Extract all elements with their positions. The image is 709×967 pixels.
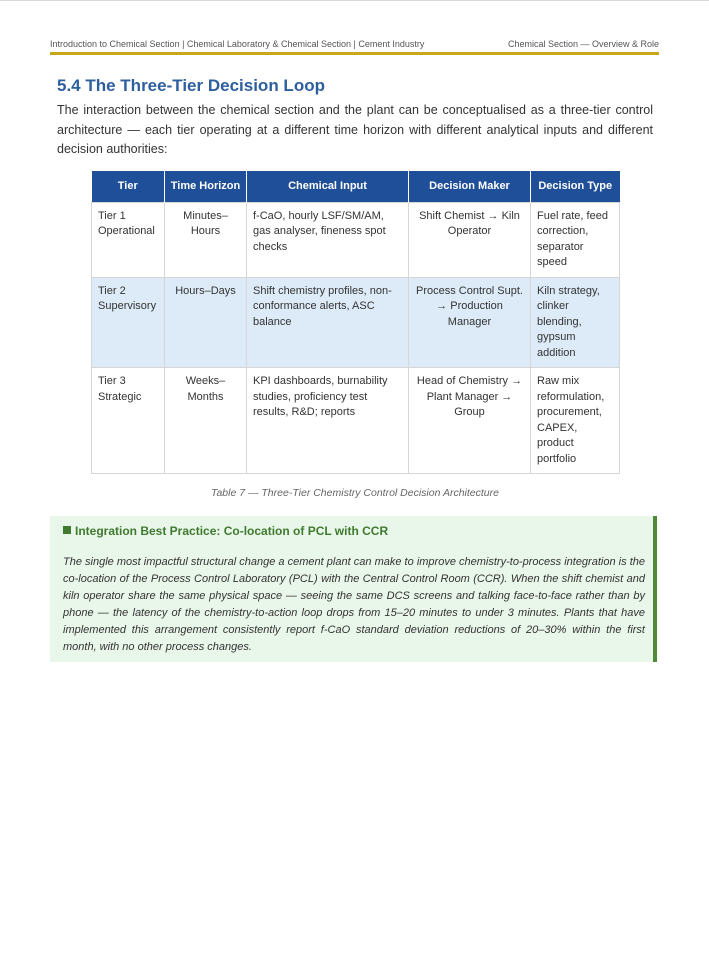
column-header-decision-type: Decision Type: [531, 171, 620, 202]
header-rule: [50, 52, 659, 55]
callout-body: The single most impactful structural change a cement plant can make to improve chemistry-to-process integration is the co-location of the Process Control Laboratory (PCL) with the Central Control Room (CCR). When the shift chemist and kiln operator share the same physical space — seeing the same DCS screens and talking face-to-face rather than by phone — the latency of the chemistry-to-action loop drops from 15–20 minutes to under 3 minutes. Plants that have implemented this arrangement consistently report f-CaO standard deviation reductions of 20–30% within the first month, with no other process changes.: [63, 556, 645, 653]
cell-decision-type: Fuel rate, feed correction, separator speed: [531, 202, 620, 277]
column-header-chemical-input: Chemical Input: [247, 171, 409, 202]
section-intro: The interaction between the chemical section and the plant can be conceptualised as a three-tier control architecture — each tier operating at a different time horizon with different analytical inputs and different decision authorities:: [57, 103, 653, 156]
cell-tier: Tier 3 Strategic: [92, 368, 165, 474]
cell-decision-type: Raw mix reformulation, procurement, CAPEX, product portfolio: [531, 368, 620, 474]
cell-time-horizon: Hours–Days: [165, 277, 247, 368]
cell-chemical-input: KPI dashboards, burnability studies, proficiency test results, R&D; reports: [247, 368, 409, 474]
cell-tier: Tier 2 Supervisory: [92, 277, 165, 368]
table-caption: Table 7 — Three-Tier Chemistry Control Decision Architecture: [211, 487, 499, 499]
column-header-decision-maker: Decision Maker: [409, 171, 531, 202]
callout-heading: [63, 524, 388, 538]
cell-tier: Tier 1 Operational: [92, 202, 165, 277]
table-header-row: [92, 171, 620, 202]
cell-time-horizon: Minutes–Hours: [165, 202, 247, 277]
column-header-tier: Tier: [92, 171, 165, 202]
square-bullet-icon: [63, 526, 71, 534]
best-practice-callout: [50, 516, 657, 662]
cell-decision-maker: Shift Chemist → Kiln Operator: [409, 202, 531, 277]
cell-decision-type: Kiln strategy, clinker blending, gypsum addition: [531, 277, 620, 368]
cell-chemical-input: f-CaO, hourly LSF/SM/AM, gas analyser, fineness spot checks: [247, 202, 409, 277]
table-row: [92, 277, 620, 368]
running-header: [50, 39, 659, 49]
cell-time-horizon: Weeks–Months: [165, 368, 247, 474]
section-title: 5.4 The Three-Tier Decision Loop: [57, 76, 325, 95]
decision-table: [91, 171, 620, 474]
column-header-time-horizon: Time Horizon: [165, 171, 247, 202]
cell-decision-maker: Head of Chemistry → Plant Manager → Group: [409, 368, 531, 474]
table-row: [92, 202, 620, 277]
table-row: [92, 368, 620, 474]
header-left: Introduction to Chemical Section | Chemical Laboratory & Chemical Section | Cement Industry: [50, 39, 425, 49]
cell-chemical-input: Shift chemistry profiles, non-conformance alerts, ASC balance: [247, 277, 409, 368]
cell-decision-maker: Process Control Supt. → Production Manager: [409, 277, 531, 368]
callout-title: Integration Best Practice: Co-location of PCL with CCR: [75, 524, 389, 538]
header-right: Chemical Section — Overview & Role: [507, 39, 659, 49]
top-rule: [0, 0, 709, 1]
